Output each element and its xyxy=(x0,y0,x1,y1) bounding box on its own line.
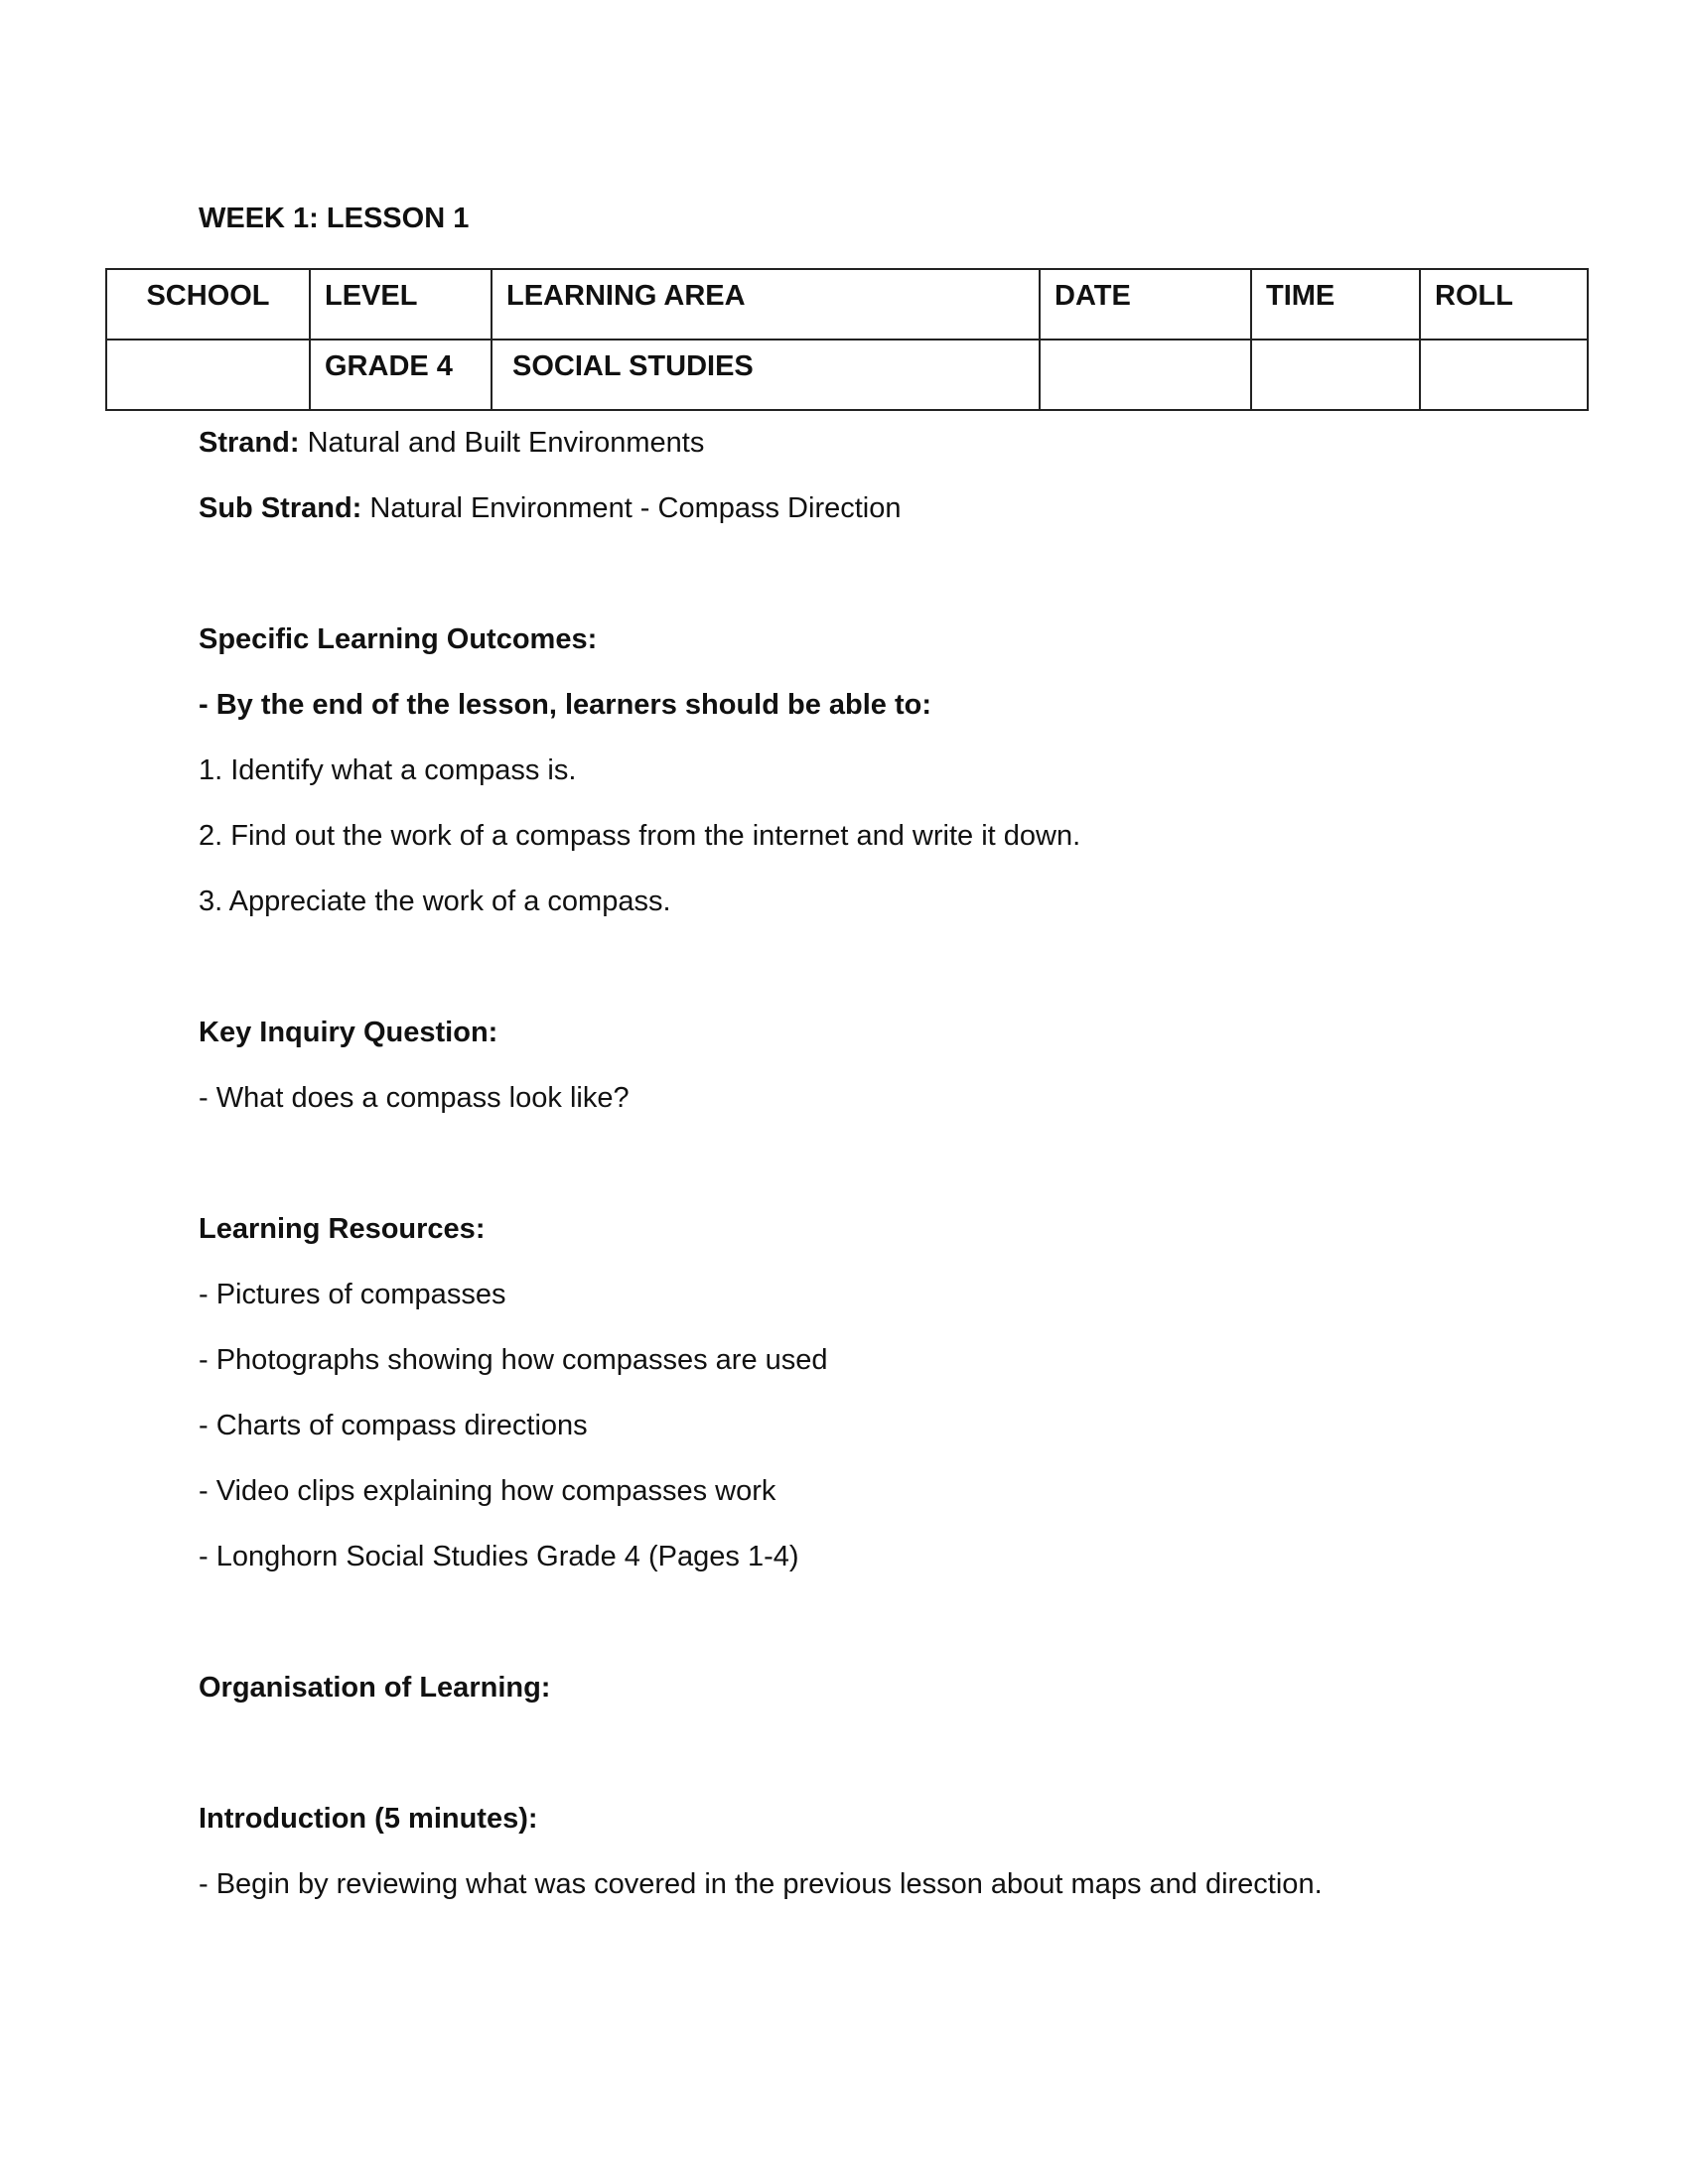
cell-learning-area: SOCIAL STUDIES xyxy=(492,340,1040,410)
table-header-row xyxy=(106,269,1588,340)
strand-label: Strand: xyxy=(199,427,300,459)
list-item: - Charts of compass directions xyxy=(199,1410,588,1441)
lesson-info-table xyxy=(105,268,1589,411)
list-item: - Pictures of compasses xyxy=(199,1279,506,1310)
list-item: 3. Appreciate the work of a compass. xyxy=(199,886,671,917)
header-level: LEVEL xyxy=(310,269,492,340)
introduction-title: Introduction (5 minutes): xyxy=(199,1803,538,1835)
strand-line xyxy=(199,423,704,463)
header-school: SCHOOL xyxy=(106,269,310,340)
list-item: - What does a compass look like? xyxy=(199,1082,630,1114)
sub-strand-line xyxy=(199,488,902,528)
list-item: - Longhorn Social Studies Grade 4 (Pages 1-4) xyxy=(199,1541,799,1572)
sub-strand-label: Sub Strand: xyxy=(199,492,362,524)
cell-level: GRADE 4 xyxy=(310,340,492,410)
list-item: - Photographs showing how compasses are used xyxy=(199,1344,828,1376)
cell-school xyxy=(106,340,310,410)
inquiry-title: Key Inquiry Question: xyxy=(199,1017,498,1048)
lesson-heading: WEEK 1: LESSON 1 xyxy=(199,203,470,234)
cell-roll xyxy=(1420,340,1588,410)
sub-strand-value: Natural Environment - Compass Direction xyxy=(369,492,902,524)
strand-value: Natural and Built Environments xyxy=(307,427,705,459)
cell-time xyxy=(1251,340,1420,410)
header-roll: ROLL xyxy=(1420,269,1588,340)
outcomes-intro: - By the end of the lesson, learners should be able to: xyxy=(199,689,932,721)
organisation-title: Organisation of Learning: xyxy=(199,1672,551,1704)
list-item: 1. Identify what a compass is. xyxy=(199,754,577,786)
resources-title: Learning Resources: xyxy=(199,1213,486,1245)
cell-date xyxy=(1040,340,1251,410)
header-date: DATE xyxy=(1040,269,1251,340)
header-time: TIME xyxy=(1251,269,1420,340)
table-row xyxy=(106,340,1588,410)
list-item: - Video clips explaining how compasses work xyxy=(199,1475,776,1507)
list-item: - Begin by reviewing what was covered in the previous lesson about maps and direction. xyxy=(199,1868,1323,1900)
header-learning-area: LEARNING AREA xyxy=(492,269,1040,340)
outcomes-title: Specific Learning Outcomes: xyxy=(199,623,598,655)
list-item: 2. Find out the work of a compass from the internet and write it down. xyxy=(199,820,1081,852)
